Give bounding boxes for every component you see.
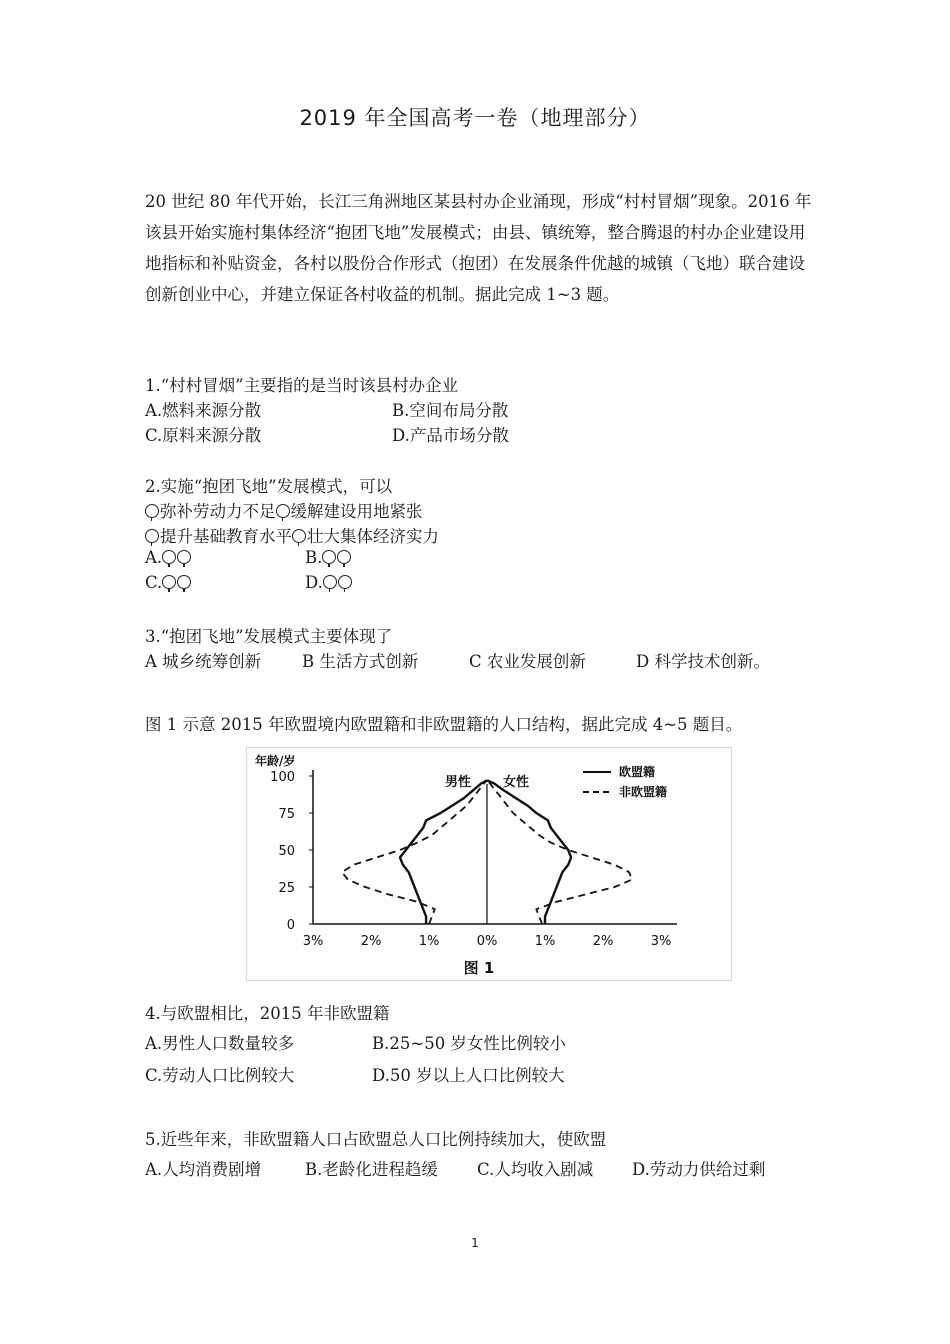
series-non-eu-male-line <box>342 780 487 924</box>
circled-3-icon <box>177 550 191 564</box>
series-eu-male-line <box>400 780 487 924</box>
q2-option-c[interactable] <box>145 573 192 592</box>
x-tick-label: 2% <box>592 934 614 949</box>
q3-stem: 3.“抱团飞地”发展模式主要体现了 <box>145 627 393 646</box>
y-axis-label: 年龄/岁 <box>255 754 296 768</box>
page-title: 2019 年全国高考一卷（地理部分） <box>299 106 651 130</box>
x-tick-label: 0% <box>476 934 498 949</box>
q4-option-c[interactable]: C.劳动人口比例较大 <box>145 1066 295 1085</box>
circled-2-icon <box>322 550 336 564</box>
q1-option-b[interactable]: B.空间布局分散 <box>392 401 509 420</box>
y-tick-label: 0 <box>286 918 295 933</box>
male-label: 男性 <box>444 775 471 790</box>
y-tick-label: 100 <box>270 770 295 785</box>
q5-option-c[interactable]: C.人均收入剧减 <box>477 1160 594 1179</box>
x-tick-label: 2% <box>360 934 382 949</box>
q1-option-a[interactable]: A.燃料来源分散 <box>145 401 262 420</box>
q2-stem: 2.实施“抱团飞地”发展模式，可以 <box>145 477 393 496</box>
q1-stem: 1.“村村冒烟”主要指的是当时该县村办企业 <box>145 376 459 395</box>
circled-4-icon <box>292 529 306 543</box>
q2-option-a[interactable] <box>145 548 192 567</box>
series-eu-female-line <box>487 780 571 924</box>
x-tick-label: 1% <box>534 934 556 949</box>
q4-stem: 4.与欧盟相比，2015 年非欧盟籍 <box>145 1004 390 1023</box>
x-tick-label: 3% <box>302 934 324 949</box>
q2-option-c-label: C. <box>145 573 163 592</box>
legend-label-2: 非欧盟籍 <box>619 785 668 799</box>
q5-option-d[interactable]: D.劳动力供给过剩 <box>632 1160 766 1179</box>
q2-statement-4: 壮大集体经济实力 <box>307 527 439 546</box>
circled-4-icon <box>177 575 191 589</box>
q3-option-c[interactable]: C 农业发展创新 <box>469 652 586 671</box>
circled-1-icon <box>162 575 176 589</box>
female-label: 女性 <box>503 775 530 790</box>
q2-option-b-label: B. <box>305 548 323 567</box>
circled-1-icon <box>162 550 176 564</box>
x-tick-label: 3% <box>650 934 672 949</box>
legend-label-1: 欧盟籍 <box>619 765 656 779</box>
q5-stem: 5.近些年来，非欧盟籍人口占欧盟总人口比例持续加大，使欧盟 <box>145 1130 607 1149</box>
circled-1-icon <box>145 504 159 518</box>
q3-option-d[interactable]: D 科学技术创新。 <box>636 652 770 671</box>
page-number: 1 <box>471 1236 479 1250</box>
q1-option-c[interactable]: C.原料来源分散 <box>145 426 262 445</box>
q3-option-a[interactable]: A 城乡统筹创新 <box>145 652 262 671</box>
y-tick-label: 75 <box>278 807 295 822</box>
circled-3-icon <box>337 550 351 564</box>
q5-option-a[interactable]: A.人均消费剧增 <box>145 1160 262 1179</box>
figure-1 <box>246 747 732 981</box>
q2-option-b[interactable] <box>305 548 352 567</box>
circled-3-icon <box>145 529 159 543</box>
intro-paragraph: 20 世纪 80 年代开始，长江三角洲地区某县村办企业涌现，形成“村村冒烟”现象。2016 年该县开始实施村集体经济“抱团飞地”发展模式；由县、镇统筹，整合腾退的村办企业建设用地指标和补贴资金，各村以股份合作形式（抱团）在发展条件优越的城镇（飞地）联合建设创新创业中心，并建立保证各村收益的机制。据此完成 1~3 题。 <box>145 192 812 304</box>
circled-2-icon <box>276 504 290 518</box>
q4-option-d[interactable]: D.50 岁以上人口比例较大 <box>372 1066 565 1085</box>
q5-option-b[interactable]: B.老龄化进程趋缓 <box>305 1160 438 1179</box>
q4-option-a[interactable]: A.男性人口数量较多 <box>145 1034 295 1053</box>
y-tick-label: 50 <box>278 844 295 859</box>
circled-4-icon <box>338 575 352 589</box>
q1-option-d[interactable]: D.产品市场分散 <box>392 426 509 445</box>
circled-2-icon <box>323 575 337 589</box>
q3-option-b[interactable]: B 生活方式创新 <box>302 652 419 671</box>
figure-intro: 图 1 示意 2015 年欧盟境内欧盟籍和非欧盟籍的人口结构，据此完成 4~5 题目。 <box>145 715 743 734</box>
population-pyramid-chart <box>247 748 731 980</box>
q2-statement-1: 弥补劳动力不足 <box>160 502 276 521</box>
x-tick-label: 1% <box>418 934 440 949</box>
q2-statement-3: 提升基础教育水平 <box>160 527 292 546</box>
q2-statement-2: 缓解建设用地紧张 <box>290 502 423 521</box>
y-tick-label: 25 <box>278 881 295 896</box>
q2-option-d-label: D. <box>305 573 323 592</box>
q2-statements-line-1 <box>145 498 423 522</box>
figure-caption: 图 1 <box>463 959 495 977</box>
q2-option-a-label: A. <box>145 548 163 567</box>
q2-option-d[interactable] <box>305 573 353 592</box>
q4-option-b[interactable]: B.25~50 岁女性比例较小 <box>372 1034 566 1053</box>
series-non-eu-female-line <box>487 780 632 924</box>
q2-statements-line-2 <box>145 523 439 547</box>
